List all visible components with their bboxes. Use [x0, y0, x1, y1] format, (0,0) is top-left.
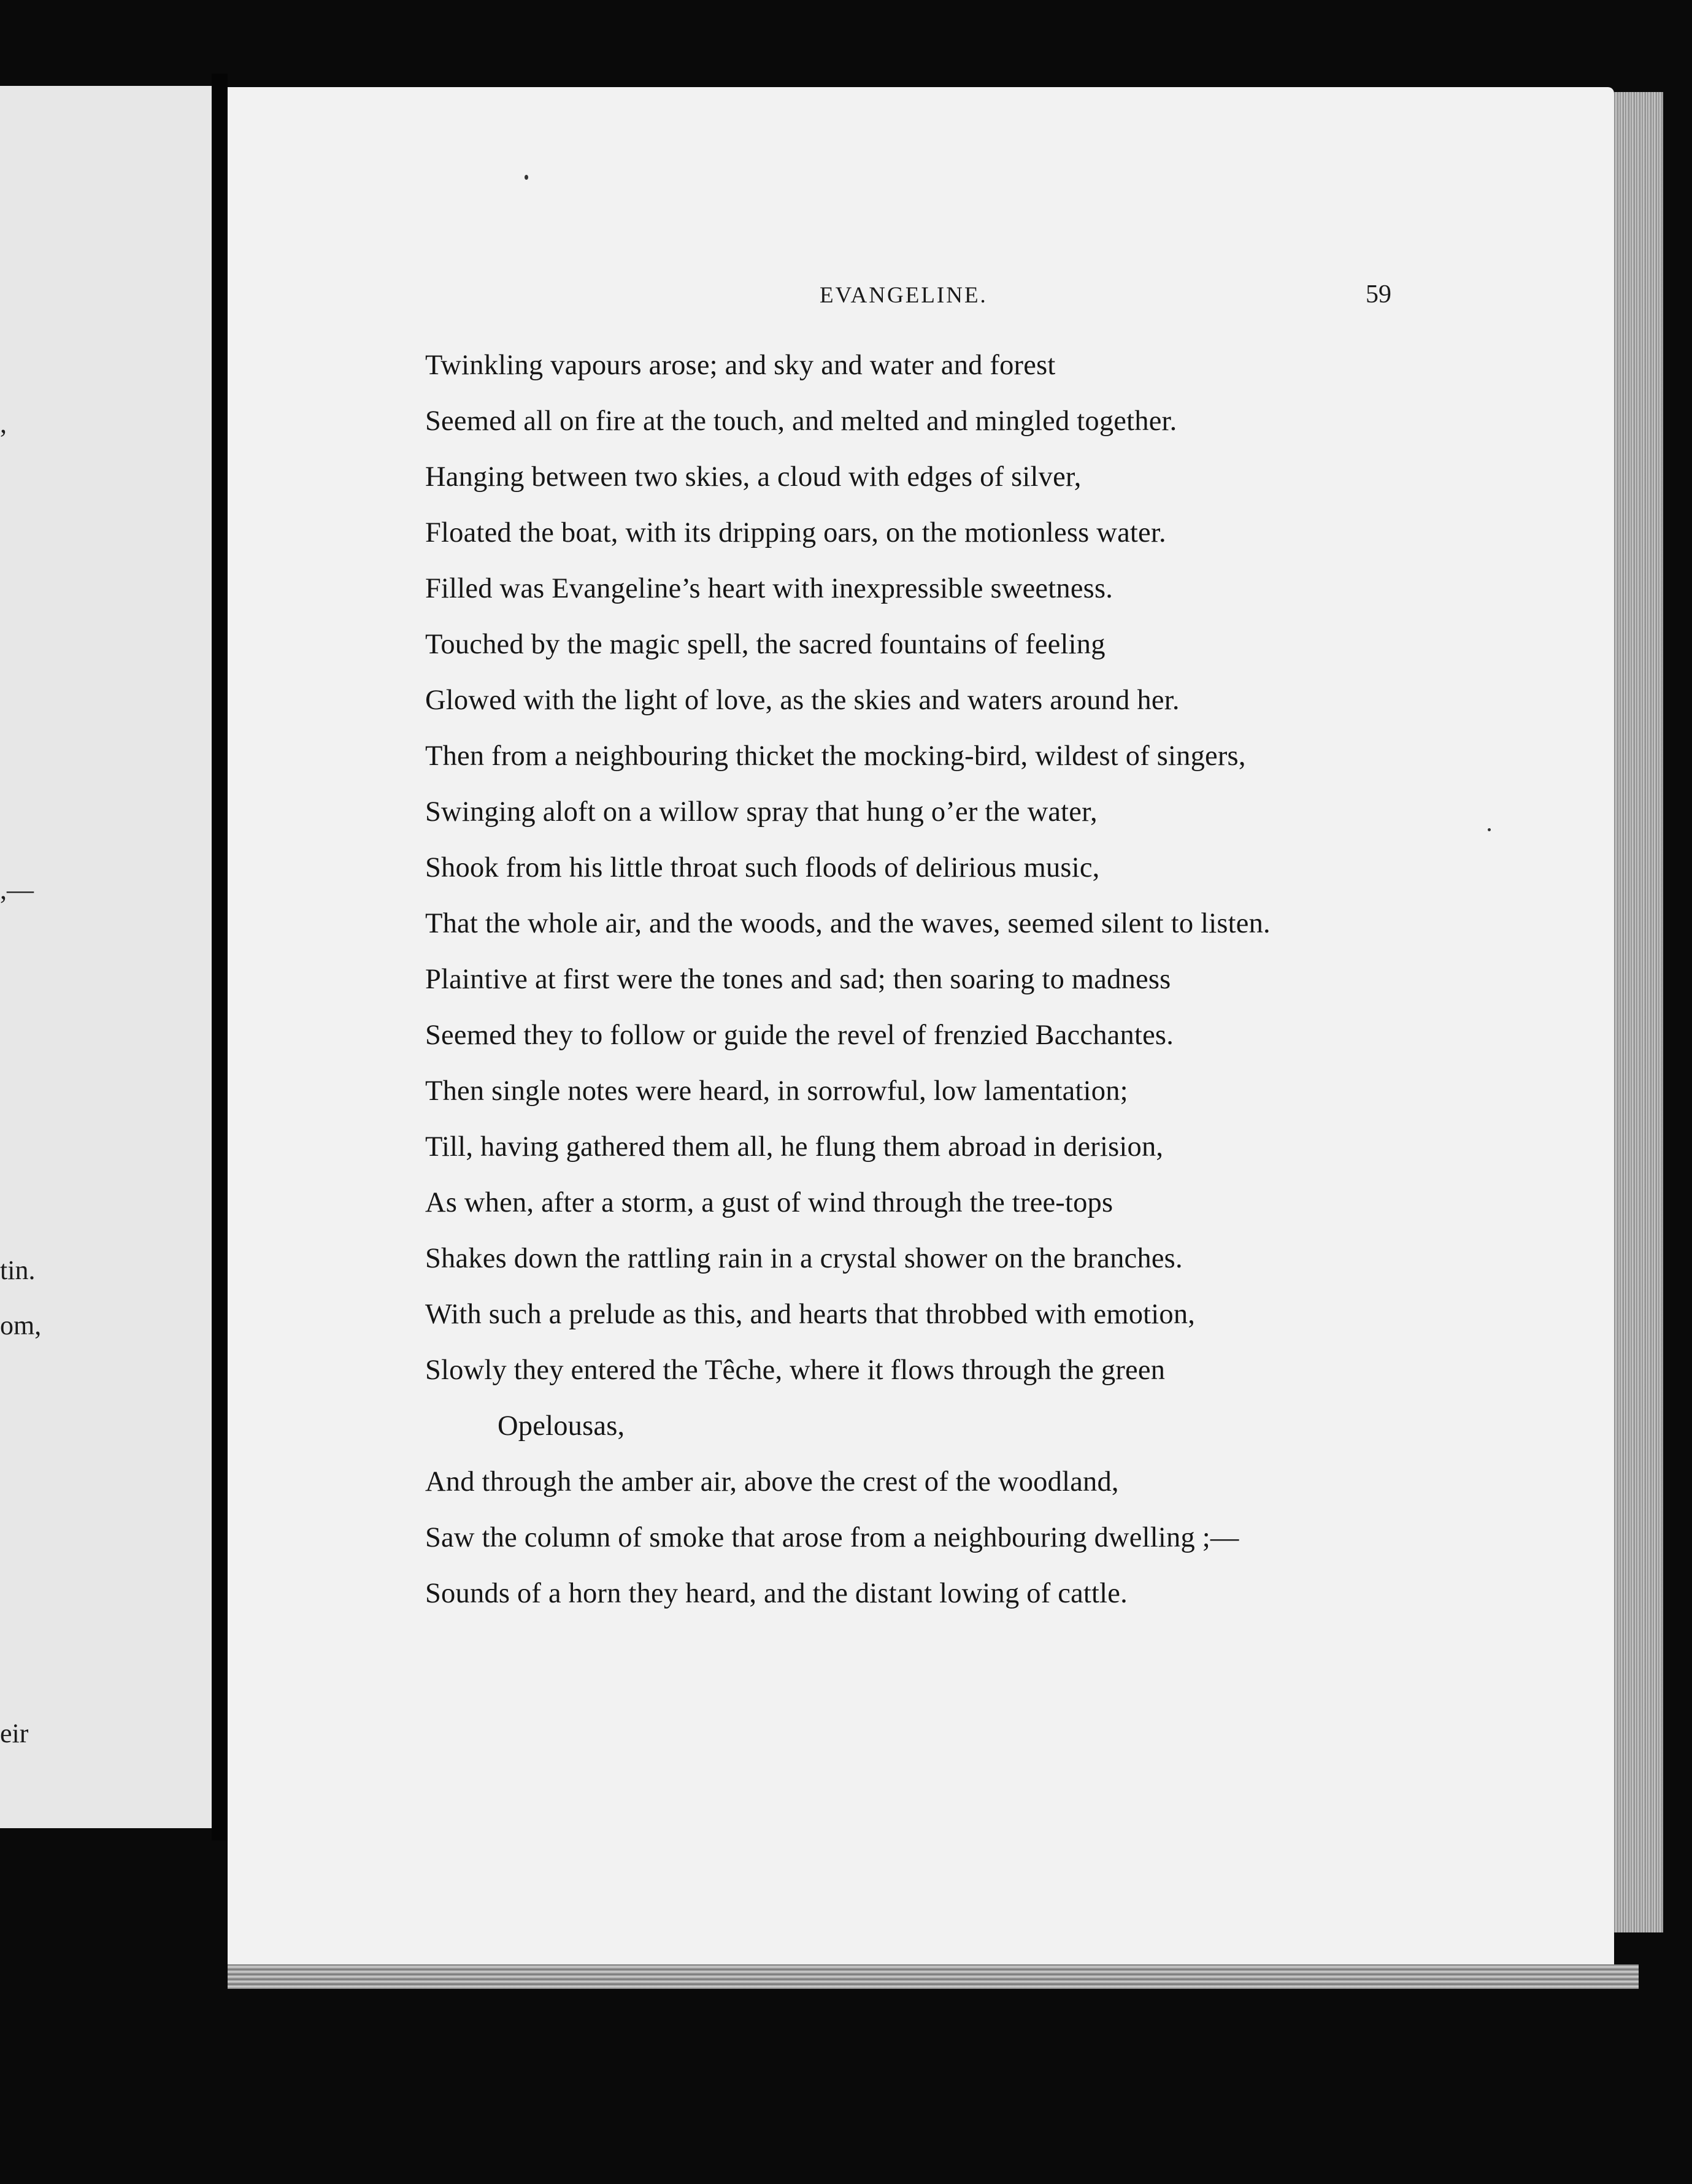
poem-line: Swinging aloft on a willow spray that hung o’er the water,: [425, 796, 1098, 828]
poem-line: Twinkling vapours arose; and sky and water and forest: [425, 350, 1056, 381]
poem-line: Sounds of a horn they heard, and the distant lowing of cattle.: [425, 1578, 1128, 1609]
poem-line: Then from a neighbouring thicket the mocking-bird, wildest of singers,: [425, 740, 1246, 772]
poem-line: Till, having gathered them all, he flung them abroad in derision,: [425, 1131, 1164, 1163]
page-bottom-edges: [228, 1964, 1639, 1989]
poem-line: Shakes down the rattling rain in a crystal shower on the branches.: [425, 1243, 1183, 1274]
dust-speck: [525, 175, 528, 180]
poem-line: With such a prelude as this, and hearts that throbbed with emotion,: [425, 1299, 1196, 1330]
poem-line: And through the amber air, above the crest of the woodland,: [425, 1466, 1119, 1498]
left-page-fragment-text: ,—: [0, 875, 34, 905]
poem-line: Filled was Evangeline’s heart with inexpressible sweetness.: [425, 573, 1113, 604]
poem-line: Shook from his little throat such floods of delirious music,: [425, 852, 1100, 883]
poem-line: Slowly they entered the Têche, where it flows through the green: [425, 1355, 1166, 1386]
poem-line: As when, after a storm, a gust of wind through the tree-tops: [425, 1187, 1113, 1218]
poem-line: Opelousas,: [498, 1410, 625, 1442]
left-page-fragment-text: eir: [0, 1718, 29, 1748]
book-spine: [212, 74, 228, 1840]
poem-line: Plaintive at first were the tones and sad; then soaring to madness: [425, 964, 1171, 995]
running-head: EVANGELINE.: [820, 283, 988, 308]
poem-line: Glowed with the light of love, as the skies and waters around her.: [425, 685, 1180, 716]
poem-line: Seemed all on fire at the touch, and melted and mingled together.: [425, 406, 1177, 437]
page-number: 59: [1366, 280, 1391, 309]
dust-speck: [1488, 828, 1491, 831]
poem-line: Floated the boat, with its dripping oars, on the motionless water.: [425, 517, 1166, 548]
poem-line: Then single notes were heard, in sorrowful, low lamentation;: [425, 1075, 1128, 1107]
left-page-fragment-text: ,: [0, 409, 7, 439]
poem-text: [425, 347, 1271, 1631]
poem-line: Seemed they to follow or guide the revel of frenzied Bacchantes.: [425, 1020, 1174, 1051]
poem-line: Touched by the magic spell, the sacred fountains of feeling: [425, 629, 1106, 660]
previous-page-fragment: [0, 86, 212, 1828]
poem-line: That the whole air, and the woods, and the waves, seemed silent to listen.: [425, 908, 1271, 939]
left-page-fragment-text: tin.: [0, 1255, 36, 1285]
page-edges: [1614, 92, 1663, 1932]
poem-line: Saw the column of smoke that arose from a neighbouring dwelling ;—: [425, 1522, 1239, 1553]
left-page-fragment-text: om,: [0, 1310, 42, 1340]
poem-line: Hanging between two skies, a cloud with edges of silver,: [425, 461, 1082, 493]
